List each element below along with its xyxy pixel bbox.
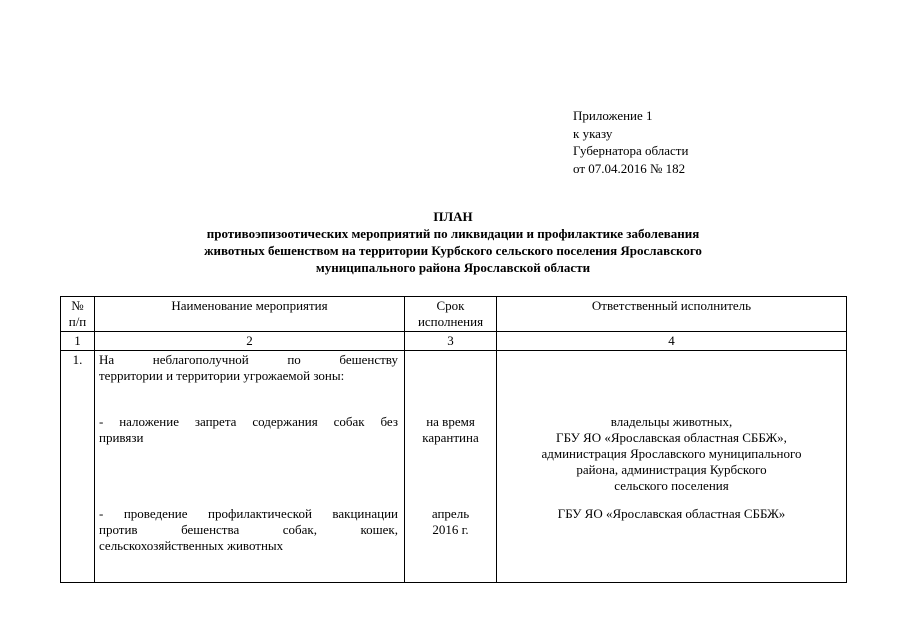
responsible-cell (497, 351, 847, 583)
measure-item-text: против бешенства собак, кошек, (99, 522, 398, 537)
appendix-block (573, 107, 688, 177)
term-text: 2016 г. (432, 522, 469, 537)
responsible-text: района, администрация Курбского (576, 462, 767, 477)
responsible-text: сельского поселения (614, 478, 729, 493)
column-number: 3 (405, 332, 497, 351)
header-number: № п/п (61, 297, 95, 332)
term-cell (405, 351, 497, 583)
column-number-row (61, 332, 847, 351)
header-term: Срок исполнения (405, 297, 497, 332)
term-text: карантина (422, 430, 479, 445)
appendix-line: Губернатора области (573, 143, 689, 158)
measure-item-text: сельскохозяйственных животных (99, 538, 284, 553)
measure-item-text: привязи (99, 430, 144, 445)
plan-table (60, 296, 847, 583)
appendix-line: к указу (573, 125, 613, 141)
table-header-row (61, 297, 847, 332)
appendix-line: от 07.04.2016 № 182 (573, 160, 686, 176)
term-text: апрель (431, 506, 470, 521)
measure-intro: территории и территории угрожаемой зоны: (99, 368, 345, 383)
title-line: животных бешенством на территории Курбского сельского поселения Ярославского (204, 243, 702, 258)
column-number: 4 (497, 332, 847, 351)
header-name: Наименование мероприятия (95, 297, 405, 332)
term-text: на время (426, 414, 475, 429)
measure-cell (95, 351, 405, 583)
measure-intro: На неблагополучной по бешенству (99, 352, 398, 367)
measure-item-text: - наложение запрета содержания собак без (99, 414, 398, 429)
responsible-text: владельцы животных, (610, 414, 733, 429)
column-number: 2 (95, 332, 405, 351)
title-line: противоэпизоотических мероприятий по ликвидации и профилактике заболевания (206, 226, 700, 241)
column-number: 1 (61, 332, 95, 351)
appendix-line: Приложение 1 (573, 108, 653, 123)
row-number: 1. (61, 351, 95, 583)
title-line: муниципального района Ярославской области (315, 260, 591, 275)
responsible-text: ГБУ ЯО «Ярославская областная СББЖ» (557, 506, 786, 521)
measure-item-text: - проведение профилактической вакцинации (99, 506, 398, 521)
document-title (60, 208, 846, 276)
responsible-text: администрация Ярославского муниципального (541, 446, 802, 461)
header-responsible: Ответственный исполнитель (497, 297, 847, 332)
title-heading: ПЛАН (433, 209, 473, 224)
responsible-text: ГБУ ЯО «Ярославская областная СББЖ», (556, 430, 787, 445)
table-row (61, 351, 847, 583)
